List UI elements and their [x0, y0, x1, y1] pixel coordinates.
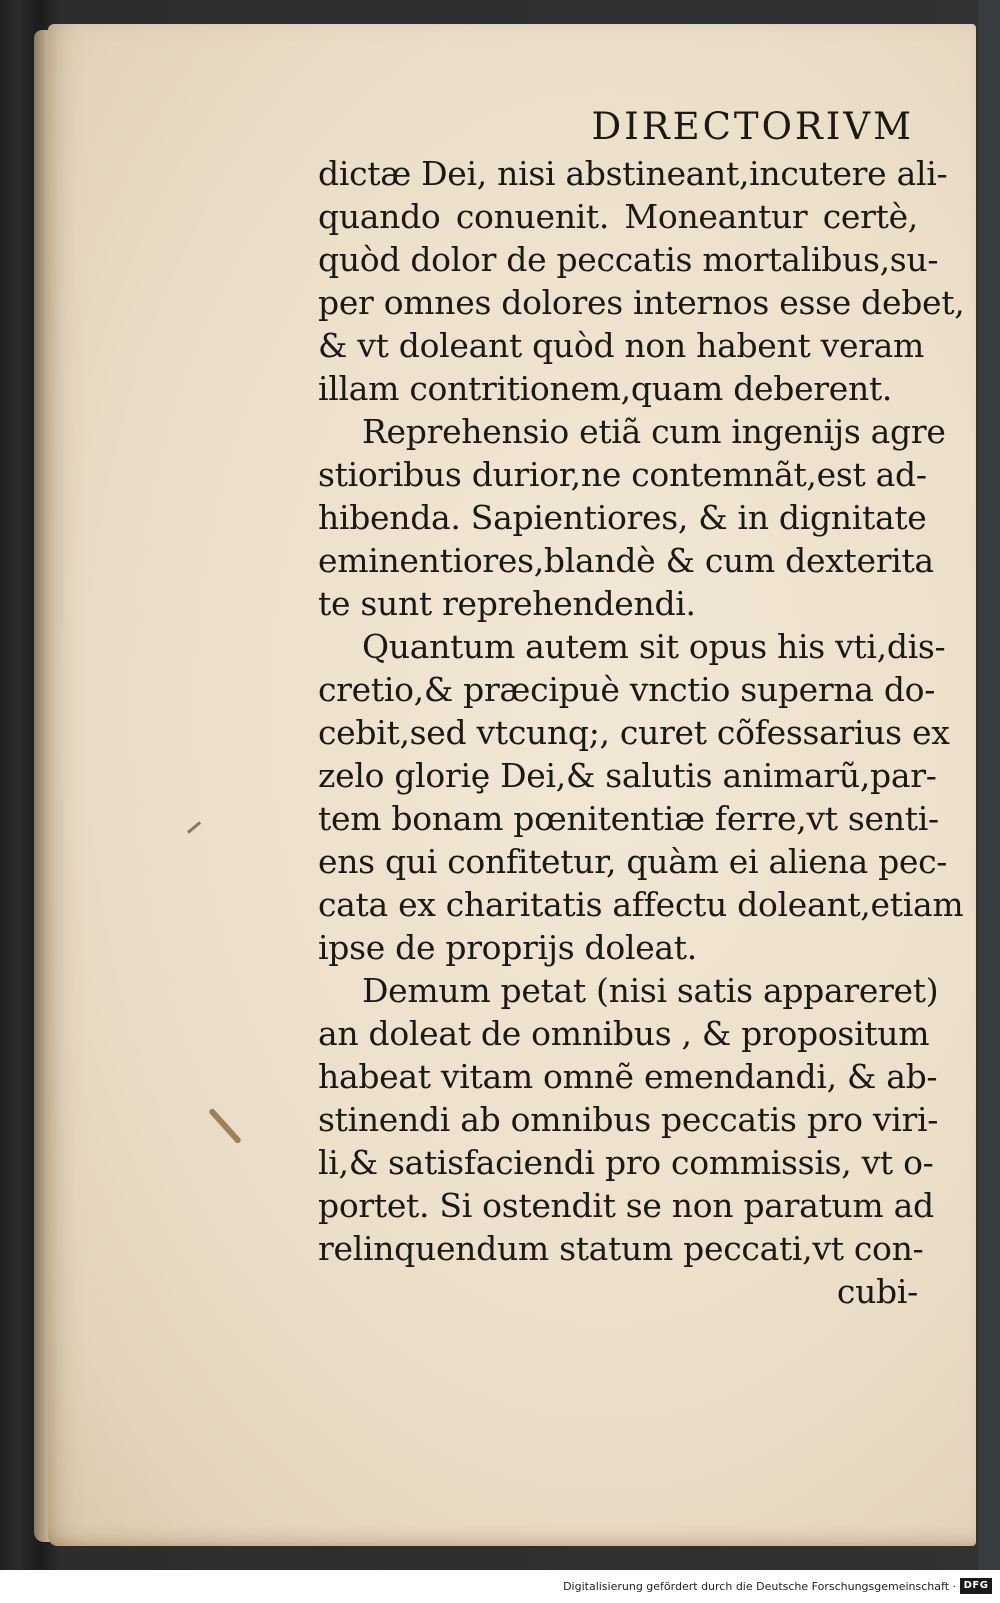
- text-line: stinendi ab omnibus peccatis pro viri-: [318, 1100, 939, 1139]
- text-line: portet. Si ostendit se non paratum ad: [318, 1186, 934, 1225]
- text-line: quòd dolor de peccatis mortalibus,su-: [318, 240, 939, 279]
- text-line: hibenda. Sapientiores, & in dignitate: [318, 498, 927, 537]
- text-line: ipse de proprijs doleat.: [318, 928, 697, 967]
- text-line: Demum petat (nisi satis appareret): [362, 971, 939, 1010]
- text-line: Quantum autem sit opus his vti,dis-: [362, 627, 946, 666]
- text-line: ens qui confitetur, quàm ei aliena pec-: [318, 842, 948, 881]
- text-line: dictæ Dei, nisi abstineant,incutere ali-: [318, 154, 948, 193]
- running-head: DIRECTORIVM: [591, 105, 914, 148]
- text-line: li,& satisfaciendi pro commissis, vt o-: [318, 1143, 934, 1182]
- text-line: relinquendum statum peccati,vt con-: [318, 1229, 924, 1268]
- text-line: cubi-: [836, 1272, 918, 1311]
- footer-credit: Digitalisierung gefördert durch die Deutsche Forschungsgemeinschaft ·: [563, 1580, 956, 1593]
- text-line: cretio,& præcipuè vnctio superna do-: [318, 670, 936, 709]
- page-text: [318, 102, 965, 1313]
- text-line: te sunt reprehendendi.: [318, 584, 696, 623]
- book-binding-edge: [978, 0, 1000, 1570]
- text-line: cebit,sed vtcunq;, curet cõfessarius ex: [318, 713, 950, 752]
- text-lines: [318, 152, 965, 1313]
- text-line: eminentiores,blandè & cum dexterita: [318, 541, 934, 580]
- dfg-logo-icon: DFG: [960, 1578, 992, 1594]
- text-line: tem bonam pœnitentiæ ferre,vt senti-: [318, 799, 939, 838]
- text-line: habeat vitam omnẽ emendandi, & ab-: [318, 1057, 938, 1096]
- text-line: & vt doleant quòd non habent veram: [318, 326, 925, 365]
- text-line: quando conuenit. Moneantur certè,: [318, 197, 918, 236]
- text-line: zelo gloriȩ Dei,& salutis animarũ,par-: [318, 756, 937, 795]
- text-line: illam contritionem,quam deberent.: [318, 369, 893, 408]
- text-line: Reprehensio etiã cum ingenijs agre: [362, 412, 946, 451]
- text-line: an doleat de omnibus , & propositum: [318, 1014, 930, 1053]
- text-line: stioribus durior,ne contemnãt,est ad-: [318, 455, 927, 494]
- text-line: cata ex charitatis affectu doleant,etiam: [318, 885, 964, 924]
- text-line: per omnes dolores internos esse debet,: [318, 283, 965, 322]
